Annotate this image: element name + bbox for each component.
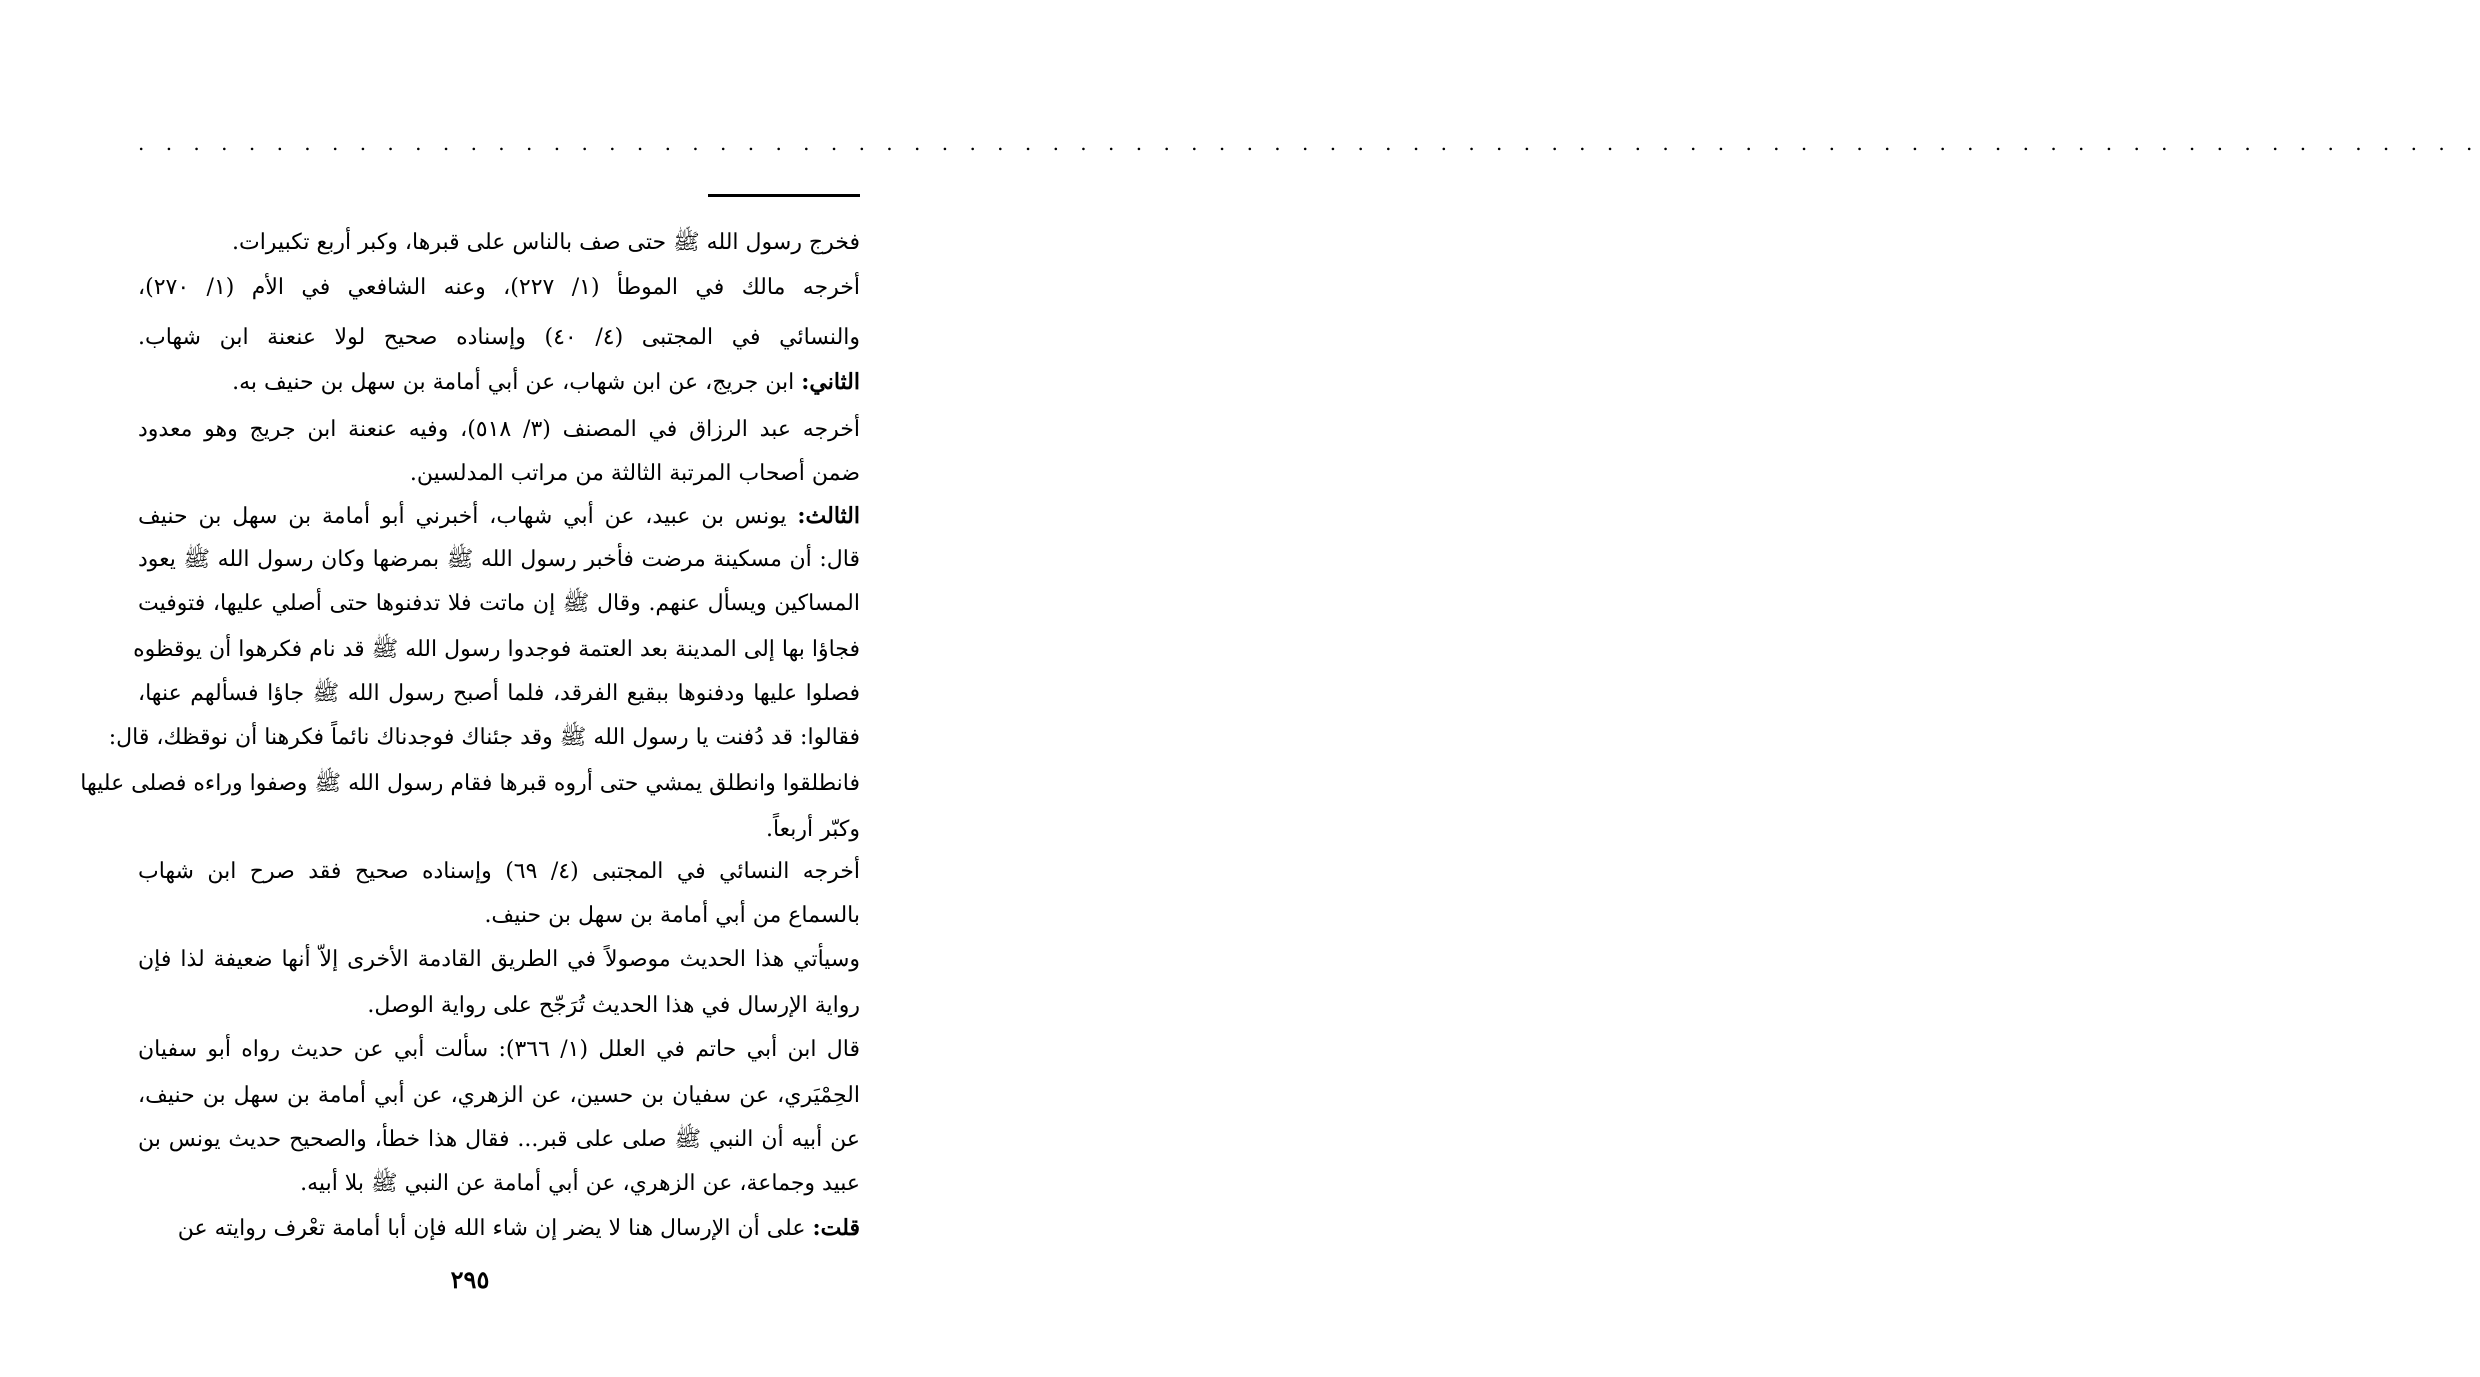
text-line	[138, 454, 860, 494]
text-line	[138, 496, 860, 536]
section-label: الثالث:	[797, 503, 860, 529]
line-text: وكبّر أربعاً.	[765, 817, 860, 842]
line-text: على أن الإرسال هنا لا يضر إن شاء الله فإن أبا أمامة تعْرف روايته عن	[177, 1216, 813, 1241]
footnote-rule	[708, 194, 860, 197]
line-text: فخرج رسول الله ﷺ حتى صف بالناس على قبرها، وكبر أربع تكبيرات.	[231, 230, 860, 255]
line-text: أخرجه مالك في الموطأ (١/ ٢٢٧)، وعنه الشافعي في الأم (١/ ٢٧٠)،	[138, 275, 861, 300]
line-text: رواية الإرسال في هذا الحديث تُرَجّح على رواية الوصل.	[367, 993, 860, 1018]
line-text: أخرجه عبد الرزاق في المصنف (٣/ ٥١٨)، وفيه عنعنة ابن جريج وهو معدود	[138, 417, 860, 442]
line-text: ابن جريج، عن ابن شهاب، عن أبي أمامة بن سهل بن حنيف به.	[232, 370, 802, 395]
text-line	[138, 1120, 860, 1160]
text-line	[138, 940, 860, 980]
line-text: فقالوا: قد دُفنت يا رسول الله ﷺ وقد جئناك فوجدناك نائماً فكرهنا أن نوقظك، قال:	[108, 725, 860, 750]
text-line	[138, 852, 860, 892]
text-line	[138, 410, 860, 450]
text-line	[138, 268, 860, 308]
text-line	[133, 630, 860, 670]
line-text: بالسماع من أبي أمامة بن سهل بن حنيف.	[484, 903, 860, 928]
page-number: ٢٩٥	[450, 1265, 490, 1294]
line-text: الحِمْيَري، عن سفيان بن حسين، عن الزهري، عن أبي أمامة بن سهل بن حنيف،	[138, 1083, 860, 1108]
text-line	[138, 1030, 860, 1070]
text-line	[138, 674, 860, 714]
line-text: قال ابن أبي حاتم في العلل (١/ ٣٦٦): سألت أبي عن حديث رواه أبو سفيان	[138, 1037, 860, 1062]
text-line	[138, 362, 860, 402]
line-text: المساكين ويسأل عنهم. وقال ﷺ إن ماتت فلا تدفنوها حتى أصلي عليها، فتوفيت	[138, 591, 860, 616]
text-line	[138, 1076, 860, 1116]
line-text: فصلوا عليها ودفنوها ببقيع الفرقد، فلما أصبح رسول الله ﷺ جاؤا فسألهم عنها،	[138, 681, 860, 706]
text-line	[138, 1208, 860, 1248]
line-text: قال: أن مسكينة مرضت فأخبر رسول الله ﷺ بمرضها وكان رسول الله ﷺ يعود	[138, 547, 860, 572]
line-text: فجاؤا بها إلى المدينة بعد العتمة فوجدوا رسول الله ﷺ قد نام فكرهوا أن يوقظوه	[133, 637, 860, 662]
section-label: الثاني:	[801, 369, 860, 395]
section-label: قلت:	[812, 1215, 860, 1241]
text-line	[138, 318, 860, 358]
text-line	[138, 810, 860, 850]
line-text: يونس بن عبيد، عن أبي شهاب، أخبرني أبو أمامة بن سهل بن حنيف	[138, 504, 798, 529]
line-text: ضمن أصحاب المرتبة الثالثة من مراتب المدلسين.	[409, 461, 860, 486]
text-line	[138, 1164, 860, 1204]
text-line	[108, 718, 860, 758]
text-line	[138, 540, 860, 580]
text-line	[138, 896, 860, 936]
text-line	[80, 764, 860, 804]
line-text: أخرجه النسائي في المجتبى (٤/ ٦٩) وإسناده صحيح فقد صرح ابن شهاب	[138, 859, 860, 884]
text-line	[138, 986, 860, 1026]
text-line	[138, 584, 860, 624]
footnote-separator-dots: . . . . . . . . . . . . . . . . . . . . . . . . . . . . . . . . . . . . . . . . . . . . . . . . . . . . . . . . . . . . . . . . . . . . . . . . . . . . . . . . . . . . .	[138, 131, 2480, 155]
line-text: والنسائي في المجتبى (٤/ ٤٠) وإسناده صحيح لولا عنعنة ابن شهاب.	[138, 325, 861, 350]
line-text: فانطلقوا وانطلق يمشي حتى أروه قبرها فقام رسول الله ﷺ وصفوا وراءه فصلى عليها	[80, 771, 860, 796]
line-text: وسيأتي هذا الحديث موصولاً في الطريق القادمة الأخرى إلاّ أنها ضعيفة لذا فإن	[138, 947, 860, 972]
line-text: عبيد وجماعة، عن الزهري، عن أبي أمامة عن النبي ﷺ بلا أبيه.	[300, 1171, 860, 1196]
line-text: عن أبيه أن النبي ﷺ صلى على قبر... فقال هذا خطأ، والصحيح حديث يونس بن	[138, 1127, 860, 1152]
text-line	[138, 223, 860, 263]
